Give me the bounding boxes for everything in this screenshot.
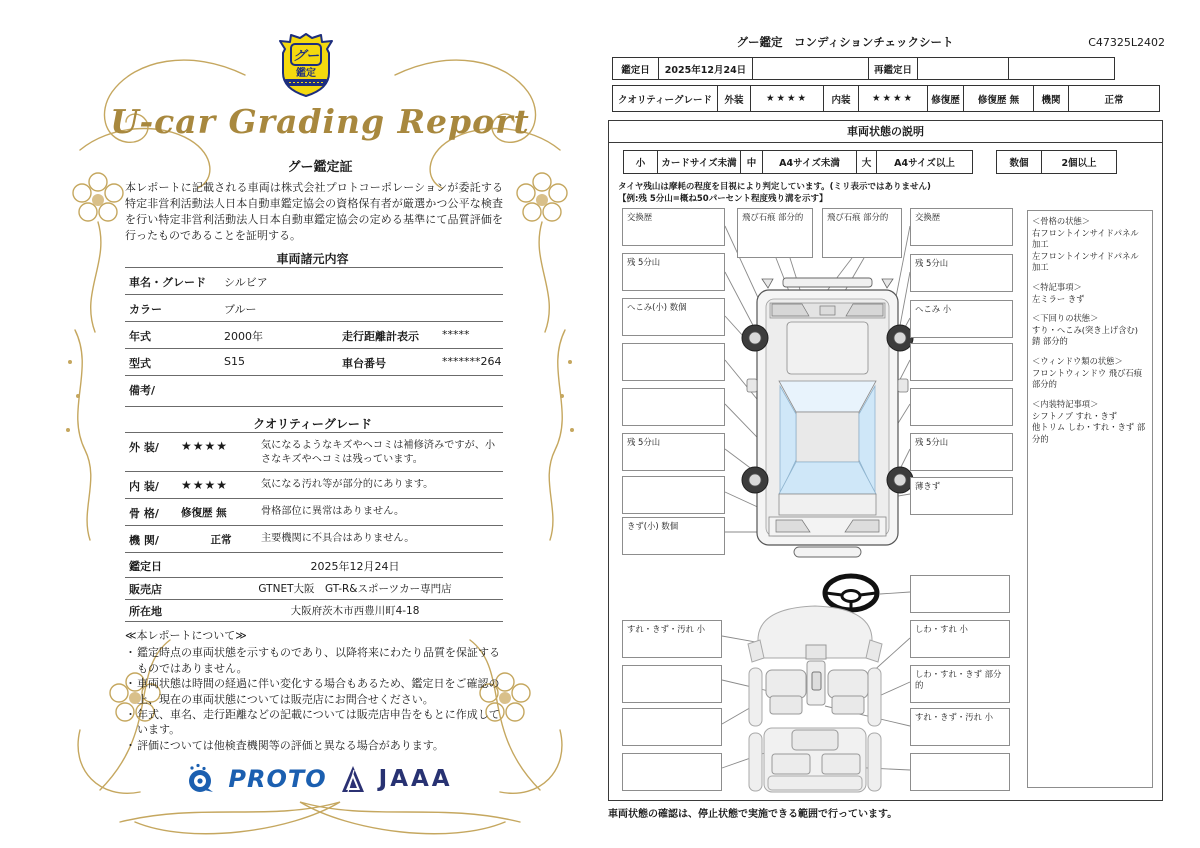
engine-label: 機関 [1034,86,1069,111]
note-item: ・ 年式、車名、走行距離などの記載については販売店申告をもとに作成しています。 [125,707,500,737]
left-page-certificate [40,30,600,845]
exterior-callout-right-6: 残 5分山 [910,433,1013,471]
condition-group-heading: ＜ウィンドウ類の状態＞ [1032,356,1123,367]
exterior-callout-right-5 [910,388,1013,426]
spec-value: *******264 [442,355,502,368]
exterior-callout-left-3: へこみ(小) 数個 [622,298,725,336]
note-item: ・ 評価については他検査機関等の評価と異なる場合があります。 [125,738,444,752]
condition-line: 錆 部分的 [1032,336,1068,347]
condition-line: 左フロントインサイドパネル 加工 [1032,250,1139,273]
grade-stars: ★★★★ [181,477,229,492]
condition-notes-column [1027,210,1153,788]
bullet: ・ [125,738,136,752]
table-row [125,525,503,552]
notes-heading: ≪本レポートについて≫ [125,629,247,642]
bullet: ・ [125,646,136,660]
info-label: 鑑定日 [129,559,162,573]
exterior-callout-left-4 [622,343,725,381]
date-value: 2025年12月24日 [659,58,753,79]
condition-group-heading: ＜下回りの状態＞ [1032,313,1099,324]
interior-callout-right-5 [910,753,1010,791]
condition-line: 右フロントインサイドパネル 加工 [1032,227,1139,250]
note-item: ・ 鑑定時点の車両状態を示すものであり、以降将来にわたり品質を保証するものではありません。 [125,646,500,675]
grade-label: 機 関/ [129,533,159,547]
badge-text-goo: グー [292,49,320,64]
exterior-callout-right-7: 薄きず [910,477,1013,515]
exterior-callout-right-3: へこみ 小 [910,300,1013,338]
table-row [125,471,503,498]
interior-callout-left-3 [622,708,722,746]
legend-small-value: カードサイズ未満 [658,151,741,173]
spec-value: ブルー [224,303,257,316]
interior-callout-left-2 [622,665,722,703]
spec-label: 備考/ [129,384,156,397]
grade-value: 正常 [210,533,232,546]
exterior-callout-top-2: 飛び石痕 部分的 [822,208,902,258]
grade-description: 気になる汚れ等が部分的にあります。 [261,478,434,490]
exterior-stars: ★★★★ [751,86,824,111]
table-row [125,294,503,321]
empty-cell [1009,58,1114,79]
table-row [125,321,503,348]
interior-callout-right-2: しわ・すれ 小 [910,620,1010,658]
repair-history-value: 修復歴 無 [964,86,1034,111]
date-label: 鑑定日 [613,58,659,79]
exterior-callout-left-7 [622,476,725,514]
bullet: ・ [125,707,136,721]
sheet-code: C47325L2402 [1088,36,1165,49]
interior-callout-right-1 [910,575,1010,613]
interior-label: 内装 [824,86,859,111]
count-value: 2個以上 [1061,158,1097,169]
info-value: GTNET大阪 GT-R&スポーツカー専門店 [258,582,452,595]
grade-row-label: クオリティーグレード [613,86,718,111]
quality-grade-table [125,432,503,622]
exterior-callout-left-5 [622,388,725,426]
report-notes [125,628,510,753]
condition-group-heading: ＜特記事項＞ [1032,282,1082,293]
size-legend-table [623,150,973,174]
engine-value: 正常 [1104,94,1124,106]
legend-large-value: A4サイズ以上 [894,158,955,169]
condition-line: 他トリム しわ・すれ・きず 部分的 [1032,422,1146,444]
spec-label: 年式 [129,330,151,343]
table-row [125,267,503,294]
exterior-callout-right-1: 交換歴 [910,208,1013,246]
spec-label: 車名・グレード [129,276,206,289]
exterior-label: 外装 [718,86,751,111]
certificate-subtitle: グー鑑定証 [287,160,353,175]
grade-description: 気になるようなキズやヘコミは補修済みですが、小さなキズやヘコミは残っています。 [261,440,496,465]
appraisal-date-table [612,57,1115,80]
spec-label: カラー [129,303,162,316]
proto-logo-icon [187,763,214,794]
condition-line: すり・へこみ(突き上げ含む) [1032,324,1139,335]
grade-label: 骨 格/ [129,506,159,520]
interior-callout-left-4 [622,753,722,791]
spec-section-heading: 車両諸元内容 [276,252,349,266]
spec-value: 2000年 [224,330,263,343]
table-row [125,348,503,375]
badge-text-kantei: 鑑定 [296,68,316,79]
exterior-callout-left-8: きず(小) 数個 [622,517,725,555]
interior-callout-right-4: すれ・きず・汚れ 小 [910,708,1010,746]
condition-group-heading: ＜骨格の状態＞ [1032,216,1091,226]
exterior-callout-top-1: 飛び石痕 部分的 [737,208,813,258]
vehicle-spec-table [125,267,503,407]
jaaa-logo-icon [341,764,365,794]
table-row [125,432,503,471]
proto-logo-text: PROTO [228,764,327,793]
inspection-scope-note: 車両状態の確認は、停止状態で実施できる範囲で行っています。 [608,809,898,820]
interior-callout-left-1: すれ・きず・汚れ 小 [622,620,722,658]
goo-kantei-badge [277,33,335,97]
repair-history-label: 修復歴 [928,86,964,111]
table-row [125,599,503,622]
legend-small-key: 小 [624,151,658,173]
legend-large-key: 大 [857,151,877,173]
spec-value: S15 [224,355,245,368]
table-row [125,552,503,577]
footer-logos [40,763,600,794]
condition-line: フロントウィンドウ 飛び石痕 部分的 [1032,367,1142,390]
grade-description: 骨格部位に異常はありません。 [261,505,405,517]
condition-line: 左ミラー きず [1032,293,1085,304]
note-item: ・ 車両状態は時間の経過に伴い変化する場合もあるため、鑑定日をご確認の上、現在の車両状態については販売店にお問合せください。 [125,677,500,706]
bullet: ・ [125,677,136,691]
grade-value: 修復歴 無 [181,506,227,519]
exterior-callout-left-6: 残 5分山 [622,433,725,471]
condition-line: シフトノブ すれ・きず [1032,410,1118,421]
table-row [125,498,503,525]
count-key: 数個 [997,151,1042,173]
grade-description: 主要機関に不具合はありません。 [261,532,415,544]
spec-label: 型式 [129,357,151,370]
tire-note-2: 【例:残 5分山=概ね50パーセント程度残り溝を示す】 [618,194,828,204]
grade-label: 外 装/ [129,441,159,454]
exterior-callout-right-4 [910,343,1013,381]
count-legend-table [996,150,1117,174]
info-value: 大阪府茨木市西豊川町4-18 [290,604,420,617]
spec-value: シルビア [224,276,268,289]
spec-label: 走行距離計表示 [342,330,419,343]
table-row [125,375,503,407]
condition-group-heading: ＜内装特記事項＞ [1032,398,1099,409]
tire-note-1: タイヤ残山は摩耗の程度を目視により判定しています。(ミリ表示ではありません) [618,182,931,192]
info-label: 販売店 [129,582,162,596]
grade-stars: ★★★★ [181,439,229,453]
legend-medium-value: A4サイズ未満 [763,151,857,173]
empty-cell [753,58,869,79]
exterior-callout-left-1: 交換歴 [622,208,725,246]
redate-value [918,58,1009,79]
jaaa-logo-text: JAAA [378,765,453,792]
info-label: 所在地 [129,604,162,618]
info-value: 2025年12月24日 [310,559,400,573]
exterior-callout-left-2: 残 5分山 [622,253,725,291]
certificate-intro-text: 本レポートに記載される車両は株式会社プロトコーポレーションが委託する特定非営利活動法人日本自動車鑑定協会の資格保有者が厳選かつ公平な検査を行い特定非営利活動法人日本自動車鑑定協会の定める基準にて品質評価を行ったものであることを証明する。 [125,181,503,242]
spec-value: ***** [442,328,470,341]
legend-medium-key: 中 [741,151,763,173]
grade-section-heading: クオリティーグレード [253,417,372,431]
interior-stars: ★★★★ [859,86,928,111]
table-row [125,577,503,599]
vehicle-condition-header: 車両状態の説明 [608,120,1163,143]
quality-grade-row-table [612,85,1160,112]
report-title: U-car Grading Report [110,102,530,141]
condition-sheet-title: グー鑑定 コンディションチェックシート [736,35,954,49]
exterior-callout-right-2: 残 5分山 [910,254,1013,292]
interior-callout-right-3: しわ・すれ・きず 部分的 [910,665,1010,703]
redate-label: 再鑑定日 [869,58,918,79]
grade-label: 内 装/ [129,479,159,493]
spec-label: 車台番号 [342,357,386,370]
